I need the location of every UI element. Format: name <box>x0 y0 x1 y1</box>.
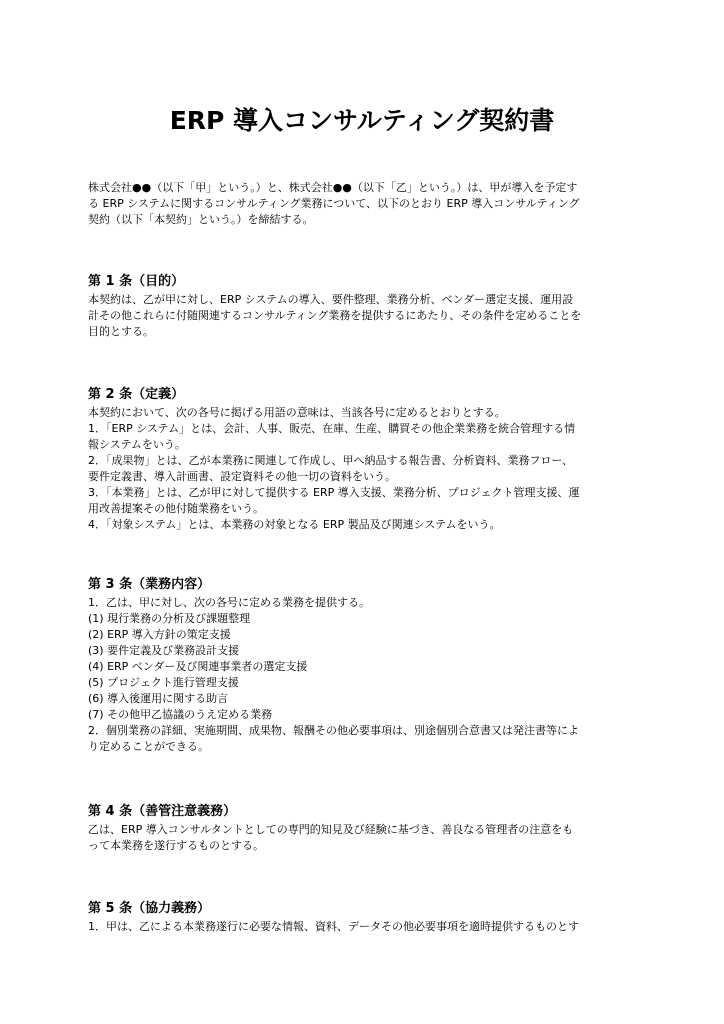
article-line: 目的とする。 <box>88 325 154 338</box>
article-line: 3．「本業務」とは、乙が甲に対して提供する ERP 導入支援、業務分析、プロジェクト管理支援、運 <box>88 486 580 499</box>
article-line: (2) ERP 導入方針の策定支援 <box>88 628 231 641</box>
article-line: 乙は、ERP 導入コンサルタントとしての専門的知見及び経験に基づき、善良なる管理者の注意をも <box>88 823 574 836</box>
article-line: (6) 導入後運用に関する助言 <box>88 692 229 705</box>
article-line: (3) 要件定義及び業務設計支援 <box>88 644 240 657</box>
article-3-body <box>88 595 644 755</box>
article-5-heading: 第 5 条（協力義務） <box>88 901 211 916</box>
preamble-line: る ERP システムに関するコンサルティング業務について、以下のとおり ERP 導入コンサルティング <box>88 197 580 210</box>
article-line: (5) プロジェクト進行管理支援 <box>88 676 239 689</box>
article-5-body <box>88 919 644 935</box>
article-4-heading: 第 4 条（善管注意義務） <box>88 804 237 819</box>
article-line: (4) ERP ベンダー及び関連事業者の選定支援 <box>88 660 308 673</box>
article-line: 報システムをいう。 <box>88 438 186 451</box>
article-line: 2．「成果物」とは、乙が本業務に関連して作成し、甲へ納品する報告書、分析資料、業務フロー、 <box>88 454 574 467</box>
article-line: 本契約は、乙が甲に対し、ERP システムの導入、要件整理、業務分析、ベンダー選定支援、運用設 <box>88 293 574 306</box>
article-1-body <box>88 292 644 340</box>
article-line: 計その他これらに付随関連するコンサルティング業務を提供するにあたり、その条件を定めることを <box>88 309 582 322</box>
document-title: ERP 導入コンサルティング契約書 <box>169 106 555 135</box>
article-line: 要件定義書、導入計画書、設定資料その他一切の資料をいう。 <box>88 470 396 483</box>
article-line: 1．甲は、乙による本業務遂行に必要な情報、資料、データその他必要事項を適時提供するものとす <box>88 920 579 933</box>
article-line: 4．「対象システム」とは、本業務の対象となる ERP 製品及び関連システムをいう。 <box>88 518 501 531</box>
article-2-heading: 第 2 条（定義） <box>88 387 185 402</box>
article-1-heading: 第 1 条（目的） <box>88 274 185 289</box>
article-4-body <box>88 822 644 854</box>
article-line: (7) その他甲乙協議のうえ定める業務 <box>88 708 273 721</box>
article-line: 用改善提案その他付随業務をいう。 <box>88 502 264 515</box>
article-line: (1) 現行業務の分析及び課題整理 <box>88 612 251 625</box>
article-line: り定めることができる。 <box>88 740 209 753</box>
article-3-heading: 第 3 条（業務内容） <box>88 577 211 592</box>
article-2-body <box>88 405 644 533</box>
article-line: 本契約において、次の各号に掲げる用語の意味は、当該各号に定めるとおりとする。 <box>88 406 506 419</box>
article-line: 1．「ERP システム」とは、会計、人事、販売、在庫、生産、購買その他企業業務を統合管理する情 <box>88 422 576 435</box>
article-line: 2．個別業務の詳細、実施期間、成果物、報酬その他必要事項は、別途個別合意書又は発注書等によ <box>88 724 579 737</box>
article-line: 1．乙は、甲に対し、次の各号に定める業務を提供する。 <box>88 596 370 609</box>
article-line: って本業務を遂行するものとする。 <box>88 839 264 852</box>
preamble-line: 株式会社●●（以下「甲」という。）と、株式会社●●（以下「乙」という。）は、甲が導入を予定す <box>88 181 578 194</box>
preamble-line: 契約（以下「本契約」という。）を締結する。 <box>88 213 314 226</box>
preamble <box>88 180 644 228</box>
